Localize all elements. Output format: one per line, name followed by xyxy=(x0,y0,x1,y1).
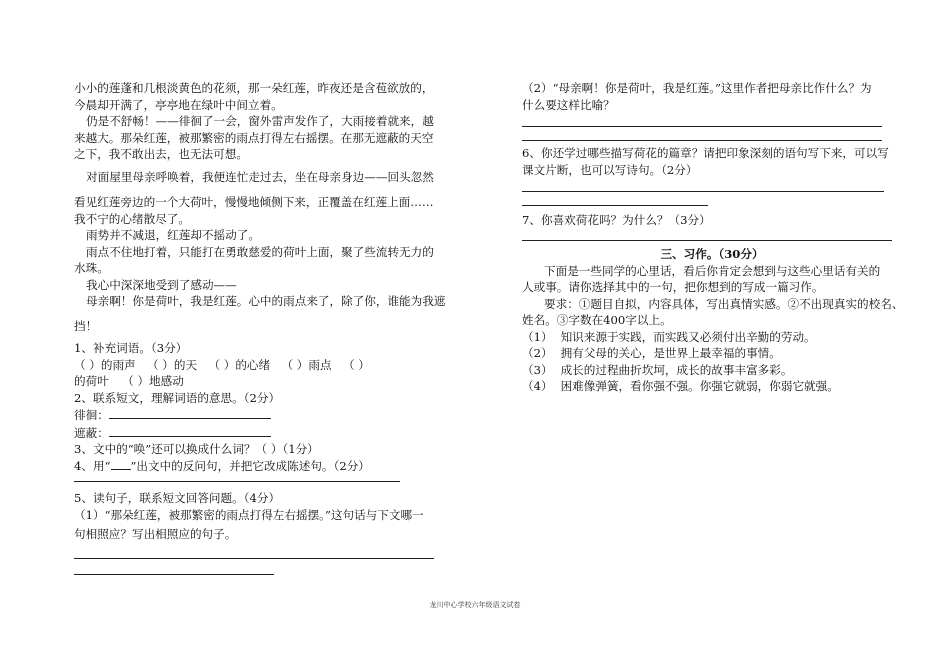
sub-question: （1）“那朵红莲，被那繁密的雨点打得左右摇摆。”这句话与下文哪一 xyxy=(74,507,424,522)
prompt-text: 拥有父母的关心，是世界上最幸福的事情。 xyxy=(560,346,781,360)
question-2 xyxy=(74,390,446,442)
question-title: 2、联系短文，理解词语的意思。（2分） xyxy=(74,390,281,405)
question-6 xyxy=(522,145,902,206)
passage-line: 我心中深深地受到了感动—— xyxy=(86,277,237,292)
answer-line[interactable] xyxy=(74,557,434,559)
prompt-number: （2） xyxy=(522,346,553,360)
question-1 xyxy=(74,340,446,390)
prompt-item xyxy=(522,362,902,379)
term-label: 徘徊： xyxy=(74,408,109,422)
passage-line: 挡！ xyxy=(74,318,98,333)
passage-line: 看见红莲旁边的一个大荷叶，慢慢地倾侧下来，正覆盖在红莲上面…… xyxy=(74,195,434,209)
answer-line[interactable] xyxy=(522,139,882,141)
prompt-text: 知识来源于实践，而实践又必须付出辛勤的劳动。 xyxy=(560,329,816,344)
word-blank[interactable]: （ ）的雨声 xyxy=(74,357,136,372)
word-blank[interactable]: （ ）的天 xyxy=(147,357,198,372)
sub-question: 句相照应？写出相照应的句子。 xyxy=(74,527,237,541)
writing-requirements: 姓名。③字数在400字以上。 xyxy=(522,313,672,327)
prompt-item xyxy=(522,329,902,346)
reading-passage xyxy=(74,80,446,334)
passage-line: 来越大。那朵红莲，被那繁密的雨点打得左右摇摆。在那无遮蔽的天空 xyxy=(74,130,434,145)
writing-requirements: 要求：①题目自拟，内容具体，写出真情实感。②不出现真实的校名、 xyxy=(544,296,904,311)
word-blank[interactable]: （ ）地感动 xyxy=(122,374,184,388)
answer-line[interactable] xyxy=(74,573,274,575)
question-text: 6、你还学过哪些描写荷花的篇章？请把印象深刻的语句写下来，可以写 xyxy=(522,146,889,160)
left-column xyxy=(74,80,446,577)
answer-row xyxy=(74,406,446,424)
page-footer: 龙川中心学校六年级语文试卷 xyxy=(429,601,521,609)
prompt-number: （4） xyxy=(522,379,553,393)
passage-line: 小小的莲蓬和几根淡黄色的花须，那一朵红莲，昨夜还是含苞欲放的， xyxy=(74,81,434,95)
question-title: 5、读句子，联系短文回答问题。（4分） xyxy=(74,491,281,505)
section-intro: 下面是一些同学的心里话，看后你肯定会想到与这些心里话有关的 xyxy=(544,263,881,278)
passage-line: 雨势并不减退，红莲却不摇动了。 xyxy=(86,228,260,242)
question-3: 3、文中的“唤”还可以换成什么词？（ ）（1分） xyxy=(74,442,319,456)
answer-line[interactable] xyxy=(522,125,882,127)
passage-line: 今晨却开满了，亭亭地在绿叶中间立着。 xyxy=(74,97,283,112)
word-blank[interactable]: （ ）的心绪 xyxy=(208,357,271,372)
prompt-text: 成长的过程曲折坎坷，成长的故事丰富多彩。 xyxy=(560,362,793,377)
section-3 xyxy=(522,245,902,395)
question-text: 课文片断，也可以写诗句。（2分） xyxy=(522,162,698,177)
passage-line: 仍是不舒畅！——徘徊了一会，窗外雷声发作了，大雨接着就来，越 xyxy=(86,114,434,128)
answer-line[interactable] xyxy=(522,190,884,192)
question-4 xyxy=(74,458,446,475)
answer-row xyxy=(74,424,446,442)
answer-line[interactable] xyxy=(109,424,271,437)
prompt-item xyxy=(522,378,902,395)
passage-line: 水珠。 xyxy=(74,261,109,275)
prompt-number: （1） xyxy=(522,329,553,344)
answer-line[interactable] xyxy=(109,406,271,419)
question-title: 1、补充词语。（3分） xyxy=(74,341,188,355)
word-blank: 的荷叶 xyxy=(74,374,109,388)
right-column xyxy=(522,80,902,395)
answer-line[interactable] xyxy=(522,239,892,241)
passage-line: 母亲啊！你是荷叶，我是红莲。心中的雨点来了，除了你，谁能为我遮 xyxy=(86,294,446,308)
section-intro: 人或事。请你选择其中的一句，把你想到的写成一篇习作。 xyxy=(522,280,824,294)
question-title: 7、你喜欢荷花吗？为什么？（3分） xyxy=(522,213,711,227)
prompt-number: （3） xyxy=(522,362,553,377)
word-blank[interactable]: （ ） xyxy=(342,357,370,372)
answer-line[interactable] xyxy=(522,204,708,206)
question-5 xyxy=(74,490,446,575)
passage-line: 我不宁的心绪散尽了。 xyxy=(74,211,190,226)
passage-line: 对面屋里母亲呼唤着，我便连忙走过去，坐在母亲身边——回头忽然 xyxy=(86,169,434,184)
question-text: ”出文中的反问句，并把它改成陈述句。（2分） xyxy=(130,458,370,473)
sub-question: 什么要这样比喻？ xyxy=(522,97,615,112)
section-title: 三、习作。（30分） xyxy=(660,246,764,261)
prompt-text: 困难像弹簧，看你强不强。你强它就弱，你弱它就强。 xyxy=(560,379,839,393)
word-blank[interactable]: （ ）雨点 xyxy=(281,357,332,372)
sub-question: （2）“母亲啊！你是荷叶，我是红莲。”这里作者把母亲比作什么？为 xyxy=(522,81,872,95)
mark-blank xyxy=(111,458,131,470)
term-label: 遮蔽： xyxy=(74,425,109,440)
question-7 xyxy=(522,212,902,241)
passage-line: 雨点不住地打着，只能打在勇敢慈爱的荷叶上面，聚了些流转无力的 xyxy=(86,244,434,259)
passage-line: 之下，我不敢出去，也无法可想。 xyxy=(74,147,248,161)
word-fill-row xyxy=(74,373,446,390)
answer-line[interactable] xyxy=(74,480,400,482)
word-fill-row xyxy=(74,357,446,374)
question-text: 4、用“ xyxy=(74,458,111,473)
prompt-item xyxy=(522,345,902,362)
